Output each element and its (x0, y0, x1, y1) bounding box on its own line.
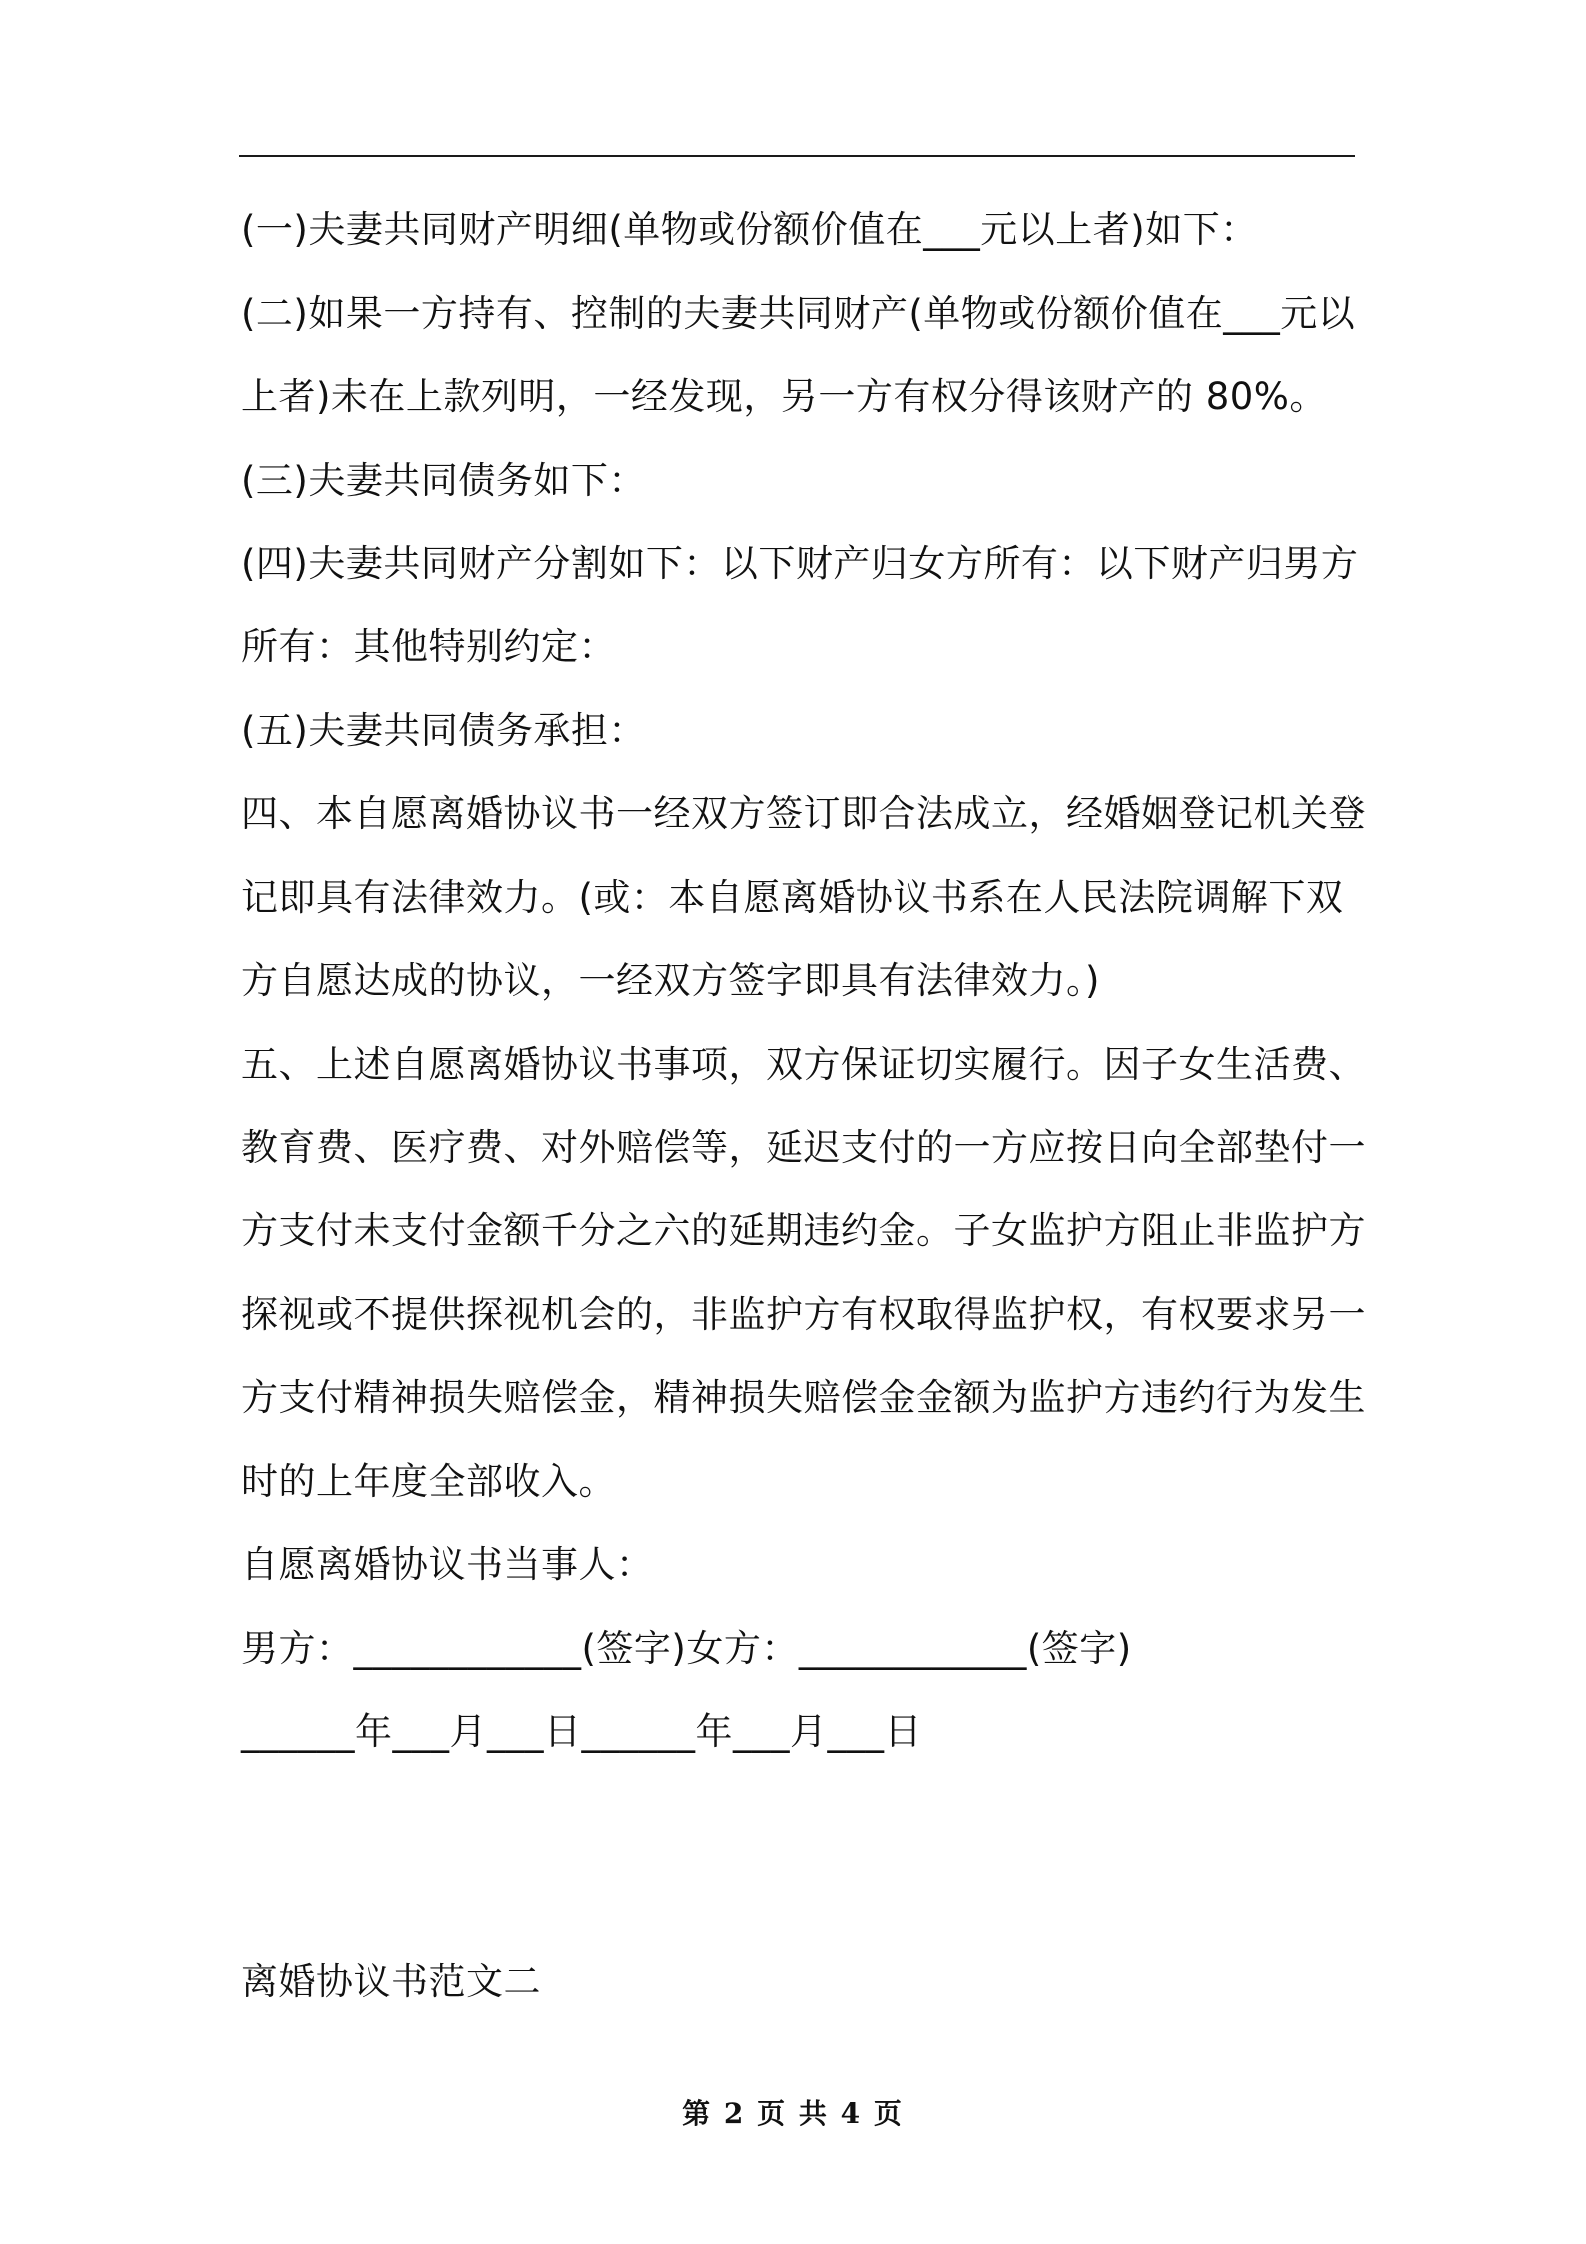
article-5-performance-cont2: 方支付未支付金额千分之六的延期违约金。子女监护方阻止非监护方 (241, 1209, 1366, 1252)
clause-2-undisclosed-assets: (二)如果一方持有、控制的夫妻共同财产(单物或份额价值在___元以 (241, 292, 1356, 335)
page-number-footer (0, 2097, 1586, 2131)
clause-2-undisclosed-assets-cont: 上者)未在上款列明，一经发现，另一方有权分得该财产的 80%。 (241, 375, 1327, 418)
header-rule (239, 155, 1355, 157)
date-line: ______年___月___日______年___月___日 (241, 1710, 922, 1753)
page-number-label: 第 2 页 共 4 页 (682, 2097, 904, 2130)
signature-line: 男方：____________(签字)女方：____________(签字) (241, 1627, 1132, 1670)
clause-5-debt-bearing: (五)夫妻共同债务承担： (241, 709, 646, 752)
clause-4-asset-division: (四)夫妻共同财产分割如下：以下财产归女方所有：以下财产归男方 (241, 542, 1359, 585)
article-4-effectiveness-cont1: 记即具有法律效力。(或：本自愿离婚协议书系在人民法院调解下双 (241, 876, 1344, 919)
article-5-performance: 五、上述自愿离婚协议书事项，双方保证切实履行。因子女生活费、 (241, 1043, 1366, 1086)
clause-3-joint-debts: (三)夫妻共同债务如下： (241, 459, 646, 502)
article-4-effectiveness: 四、本自愿离婚协议书一经双方签订即合法成立，经婚姻登记机关登 (241, 792, 1366, 835)
parties-heading: 自愿离婚协议书当事人： (241, 1543, 654, 1586)
clause-1-asset-list: (一)夫妻共同财产明细(单物或份额价值在___元以上者)如下： (241, 208, 1258, 251)
article-5-performance-cont3: 探视或不提供探视机会的，非监护方有权取得监护权，有权要求另一 (241, 1293, 1366, 1336)
section-title: 离婚协议书范文二 (241, 1960, 541, 2003)
clause-4-asset-division-cont: 所有：其他特别约定： (241, 625, 616, 668)
article-4-effectiveness-cont2: 方自愿达成的协议，一经双方签字即具有法律效力。) (241, 959, 1100, 1002)
article-5-performance-cont5: 时的上年度全部收入。 (241, 1460, 616, 1503)
article-5-performance-cont1: 教育费、医疗费、对外赔偿等，延迟支付的一方应按日向全部垫付一 (241, 1126, 1366, 1169)
article-5-performance-cont4: 方支付精神损失赔偿金，精神损失赔偿金金额为监护方违约行为发生 (241, 1376, 1366, 1419)
